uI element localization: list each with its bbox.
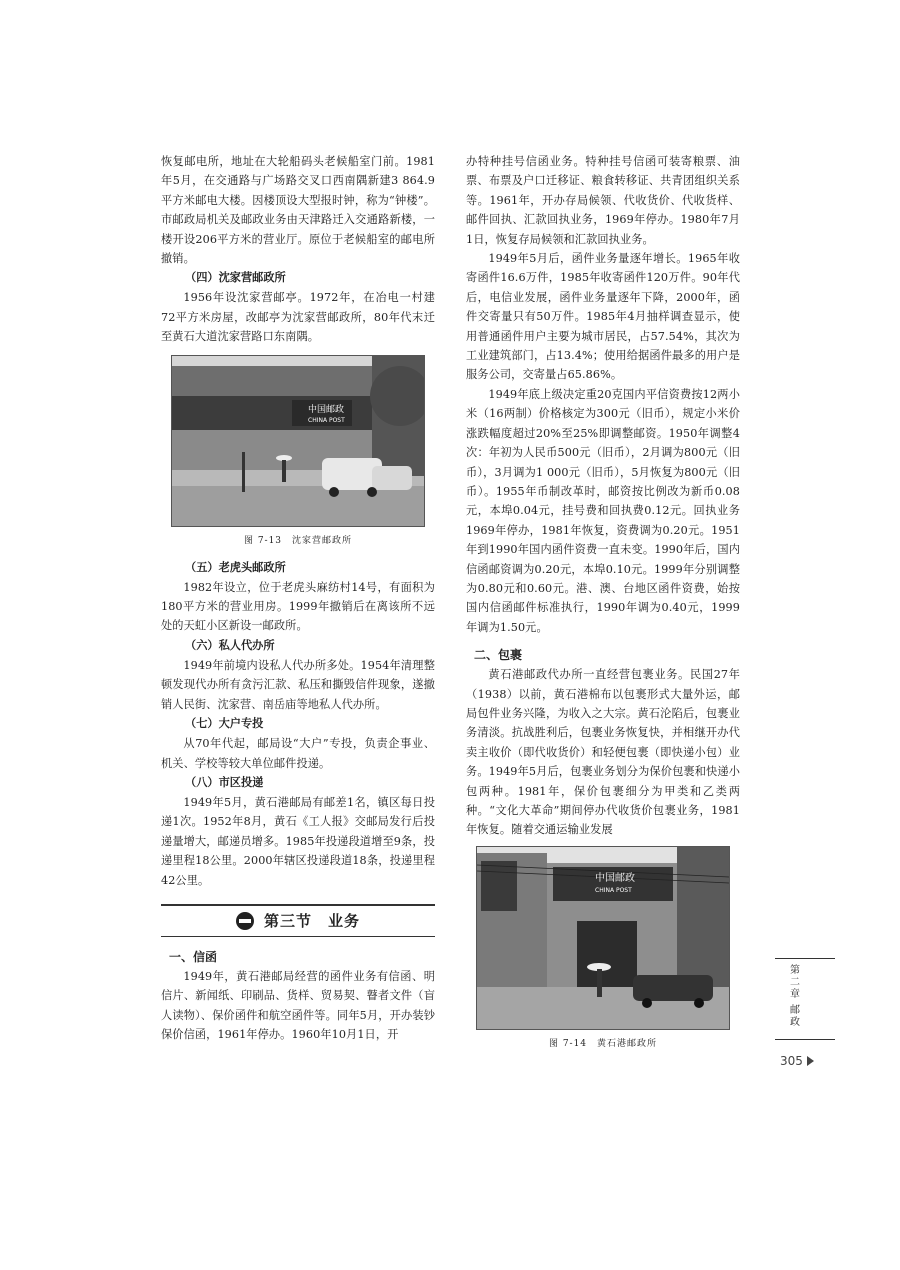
paragraph: 恢复邮电所，地址在大轮船码头老候船室门前。1981年5月，在交通路与广场路交叉口西南隅新建3 864.9平方米邮电大楼。因楼顶设大型报时钟，称为“钟楼”。市邮政局机关及邮政业务由天津路迁入交通路新楼，一楼开设206平方米的营业厅。原位于老候船室的邮电所撤销。 (161, 155, 435, 266)
photo-huangshigang-post-office (476, 846, 730, 1030)
subheading-large-client: （七）大户专投 (185, 717, 264, 731)
sign-text: 中国邮政 (308, 404, 345, 415)
paragraph: 黄石港邮政代办所一直经营包裹业务。民国27年（1938）以前，黄石港棉布以包裹形式大量外运，邮局包件业务兴隆，为收入之大宗。黄石沦陷后，包裹业务清淡。抗战胜利后，包裹业务恢复快，并相继开办代卖主收价（即代收货价）和轻便包裹（即快递小包）业务。1949年5月后，包裹业务划分为保价包裹和快递小包两种。1981年，保价包裹细分为甲类和乙类两种。“文化大革命”期间停办代收货价包裹业务，1981年恢复。随着交通运输业发展 (466, 668, 740, 837)
chapter-title: 邮政 (790, 1005, 800, 1028)
subheading-laohutou: （五）老虎头邮政所 (185, 560, 286, 574)
sign-text-en: CHINA POST (308, 416, 345, 424)
heading-letters: 一、信函 (169, 949, 218, 964)
paragraph: 1949年5月，黄石港邮局有邮差1名，镇区每日投递1次。1952年8月，黄石《工人报》交邮局发行后投递量增大，邮递员增多。1985年投递段道增至9条，投递里程18公里。2000年辖区投递段道18条，投递里程42公里。 (161, 795, 435, 887)
subheading-urban-delivery: （八）市区投递 (185, 775, 264, 789)
paragraph: 1949年，黄石港邮局经营的函件业务有信函、明信片、新闻纸、印刷品、货样、贸易契、瞽者文件（盲人读物）、保价函件和航空函件等。同年5月，开办装钞保价信函，1961年停办。1960年10月1日，开 (161, 969, 435, 1042)
paragraph: 1949年前境内设私人代办所多处。1954年清理整顿发现代办所有贪污汇款、私压和撕毁信件现象，遂撤销人民街、沈家营、南岳庙等地私人代办所。 (161, 658, 435, 711)
subheading-private-agency: （六）私人代办所 (185, 638, 275, 652)
sign-text: 中国邮政 (595, 872, 635, 884)
photo-illustration (172, 356, 424, 526)
paragraph: 办特种挂号信函业务。特种挂号信函可装寄粮票、油票、布票及户口迁移证、粮食转移证、共青团组织关系等。1961年，开办存局候领、代收货价、代收货样、邮件回执、汇款回执业务，1969年停办。1980年7月1日，恢复存局候领和汇款回执业务。 (466, 155, 740, 246)
heading-parcels: 二、包裹 (474, 648, 523, 663)
subheading-shenjiaying: （四）沈家营邮政所 (185, 271, 286, 285)
right-column (466, 152, 740, 1061)
paragraph: 1949年底上级决定重20克国内平信资费按12两小米（16两制）价格核定为300元（旧币），规定小米价涨跌幅度超过20%至25%即调整邮资。1950年调整4次：年初为人民币500元（旧币），2月调为800元（旧币），3月调为1 000元（旧币），5月恢复为800元（旧币）。1955年币制改革时，邮资按比例改为新币0.08元，本埠0.04元，挂号费和回执费0.12元。回执业务1969年停办，1981年恢复，资费调为0.20元。1951年到1990年国内函件资费一直未变。1990年后，国内信函邮资调为0.20元，本埠0.10元。1999年分别调整为0.80元和0.60元。港、澳、台地区函件资费，始按国内信函邮件标准执行，1990年调为0.40元，1999年调为1.50元。 (466, 387, 740, 634)
photo-illustration (477, 847, 729, 1029)
page-number (780, 1054, 814, 1068)
paragraph: 1982年设立，位于老虎头麻纺村14号，有面积为180平方米的营业用房。1999年撤销后在离该所不远处的天虹小区新设一邮政所。 (161, 580, 435, 633)
chapter-side-tab (775, 958, 835, 1040)
photo-shenjiaying-post-office (171, 355, 425, 527)
section-title: 第三节 业务 (263, 912, 360, 931)
arrow-right-icon (807, 1056, 814, 1066)
figure-caption: 图 7-13 沈家营邮政所 (243, 535, 353, 546)
paragraph: 1956年设沈家营邮亭。1972年，在冶电一村建72平方米房屋，改邮亭为沈家营邮政所，80年代末迁至黄石大道沈家营路口东南隅。 (161, 291, 435, 344)
left-column (161, 152, 435, 1045)
figure-caption: 图 7-14 黄石港邮政所 (548, 1038, 658, 1049)
post-emblem-icon (236, 912, 254, 930)
paragraph: 从70年代起，邮局设“大户”专投，负责企事业、机关、学校等较大单位邮件投递。 (161, 737, 435, 770)
chapter-number: 第二章 (790, 965, 800, 1000)
paragraph: 1949年5月后，函件业务量逐年增长。1965年收寄函件16.6万件，1985年收寄函件120万件。90年代后，电信业发展，函件业务量逐年下降，2000年，函件交寄量只有50万件。1985年4月抽样调查显示，使用普通函件用户主要为城市居民，占57.54%，其次为工业建筑部门，占13.4%；使用给据函件最多的用户是服务公司，交寄量占65.86%。 (466, 252, 740, 382)
page-number-text: 305 (780, 1054, 803, 1068)
section-heading-bar (161, 904, 435, 937)
sign-text-en: CHINA POST (595, 886, 632, 894)
